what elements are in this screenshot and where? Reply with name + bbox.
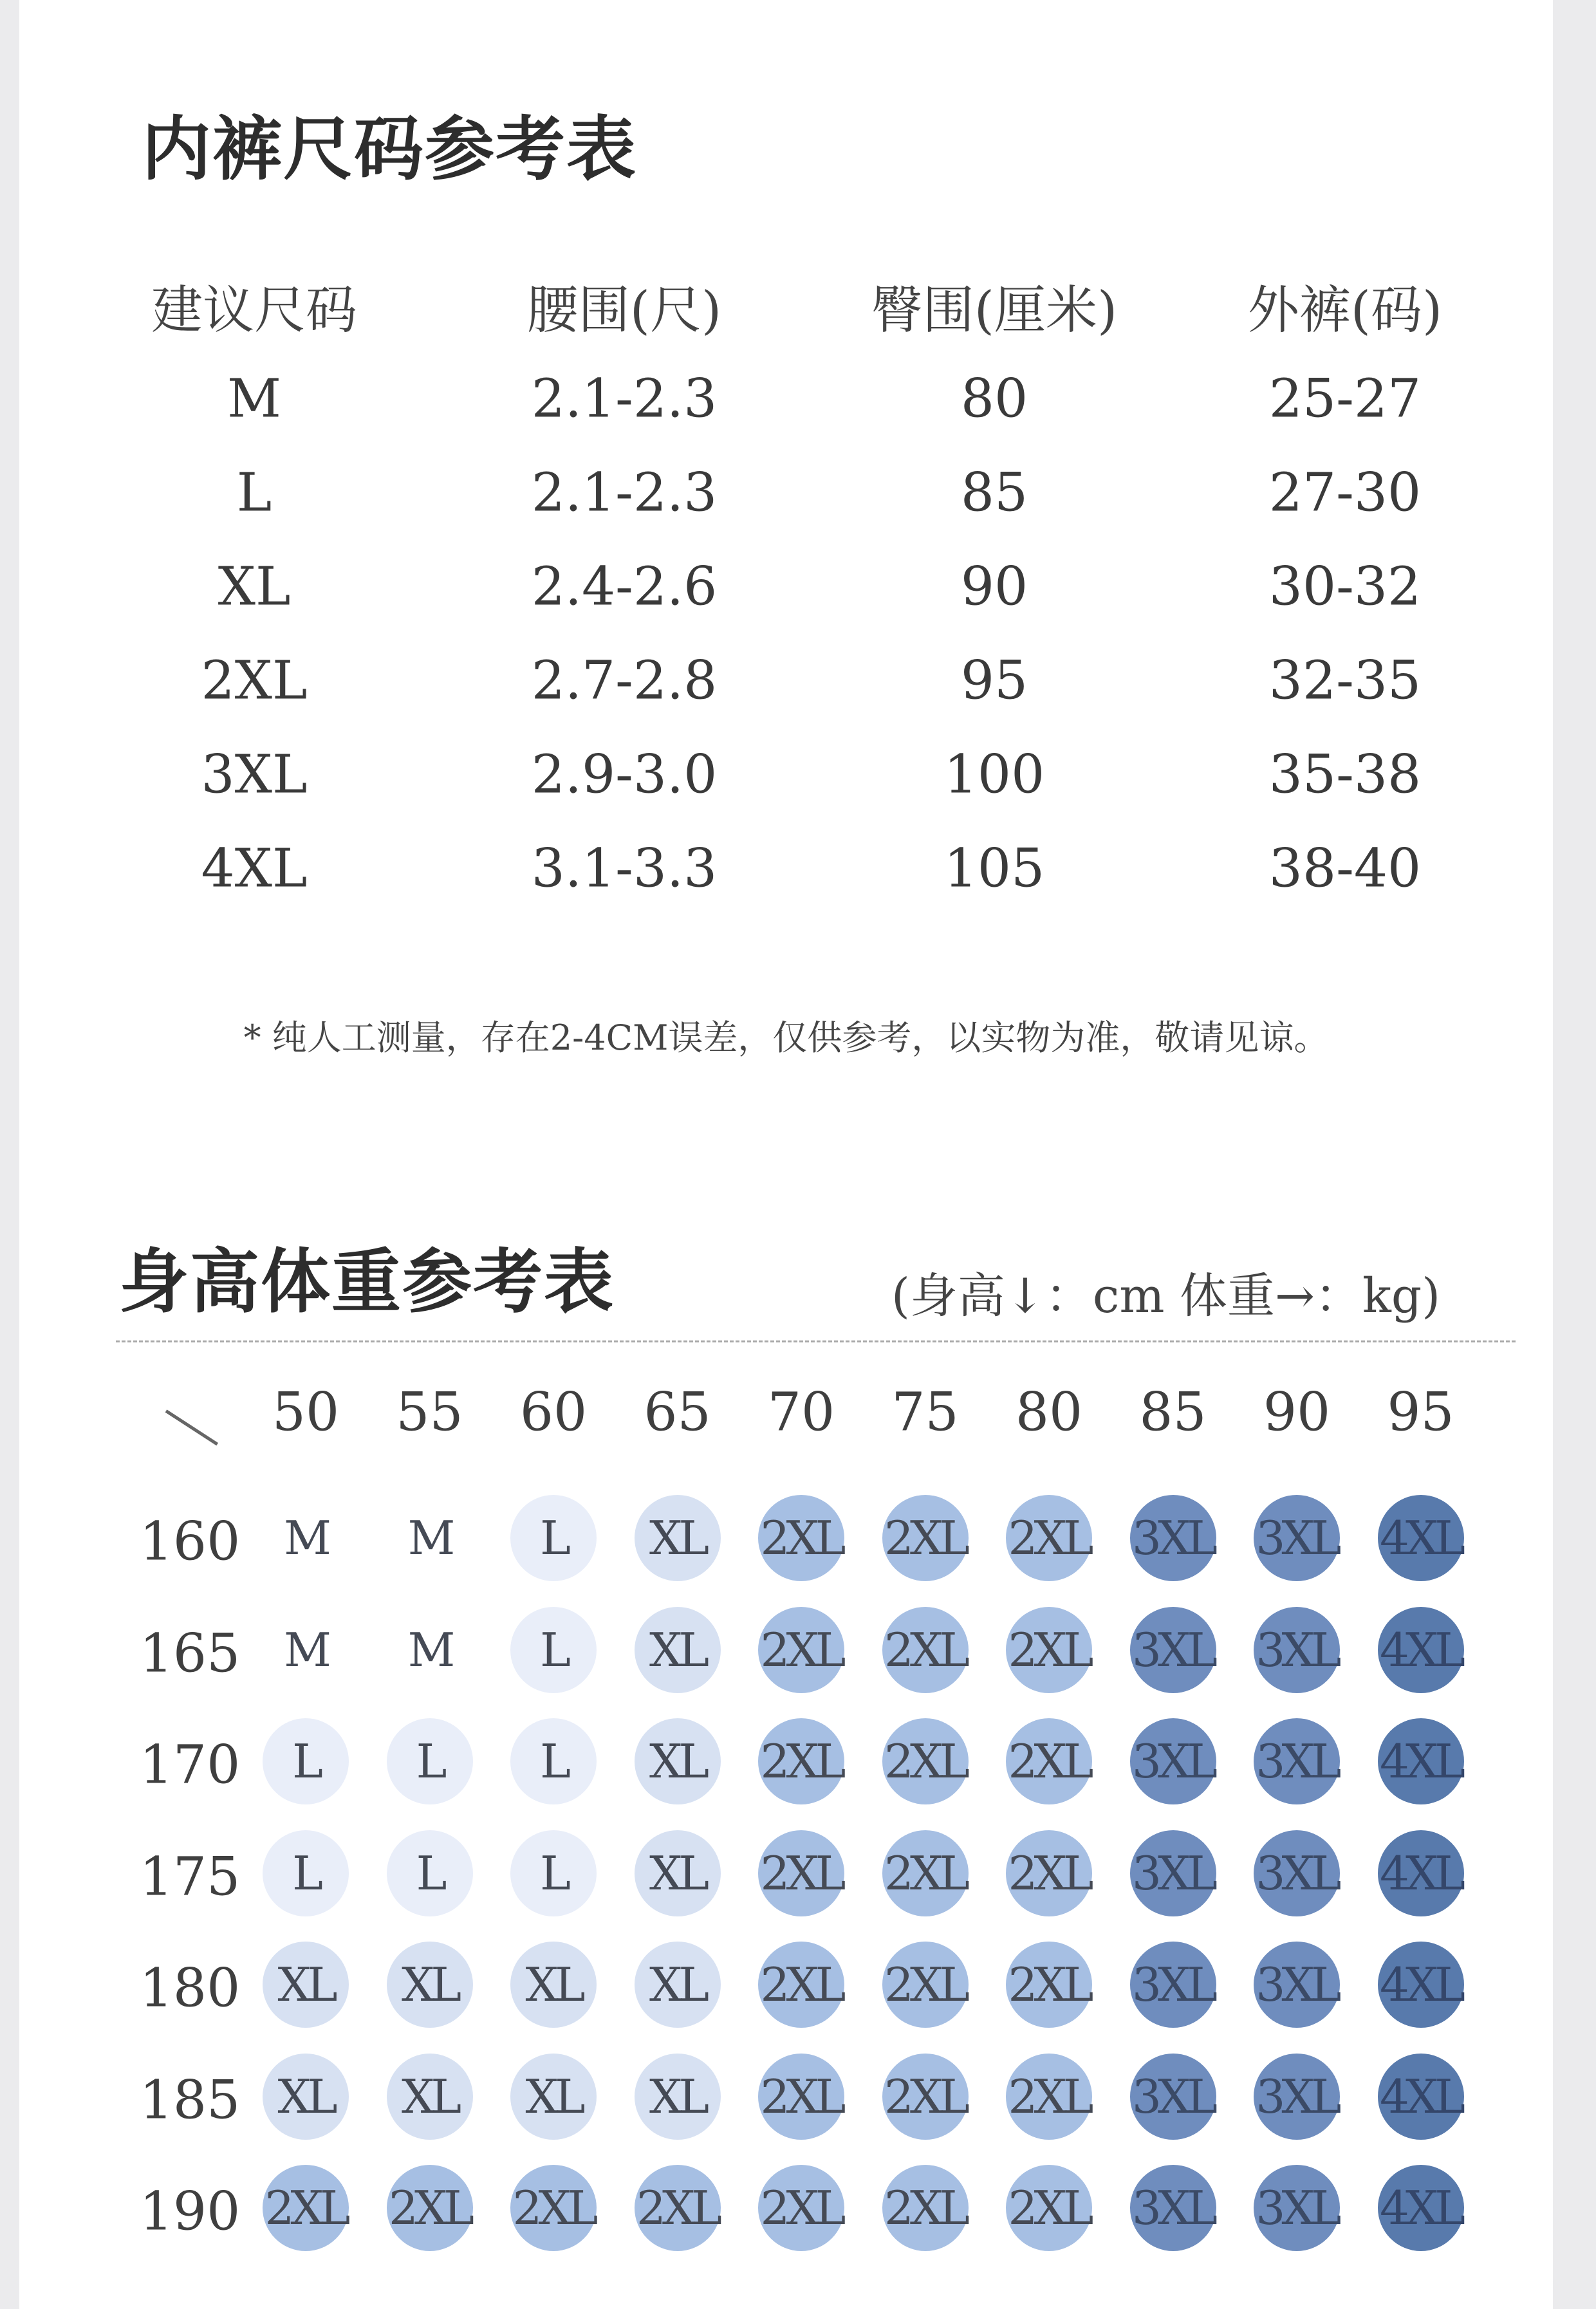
size-badge: 3XL	[1130, 1607, 1216, 1693]
size-badge: XL	[635, 1607, 721, 1693]
size-badge: XL	[635, 1942, 721, 2028]
weight-column-header: 95	[1387, 1382, 1454, 1443]
underwear-size-title: 内裤尺码参考表	[142, 109, 638, 190]
size-badge: XL	[635, 1495, 721, 1581]
size-table-cell: 25-27	[1268, 368, 1422, 430]
size-table-cell: 2.4-2.6	[531, 556, 718, 618]
size-table-cell: 90	[960, 556, 1028, 618]
size-table-cell: M	[227, 368, 281, 430]
weight-column-header: 80	[1015, 1382, 1083, 1443]
size-table-cell: 38-40	[1268, 838, 1422, 900]
size-badge: 2XL	[882, 1830, 969, 1916]
size-badge: 3XL	[1254, 1718, 1340, 1804]
weight-column-header: 50	[272, 1382, 340, 1443]
size-badge: 2XL	[1006, 1718, 1092, 1804]
size-badge: 2XL	[1006, 1607, 1092, 1693]
size-badge: L	[510, 1830, 597, 1916]
weight-column-header: 75	[891, 1382, 959, 1443]
size-badge: 2XL	[882, 1718, 969, 1804]
height-weight-title: 身高体重参考表	[119, 1242, 615, 1322]
size-table-cell: 80	[960, 368, 1028, 430]
size-table-cell: 35-38	[1268, 744, 1422, 806]
size-badge: XL	[263, 1942, 349, 2028]
size-table-cell: 85	[960, 462, 1028, 524]
size-badge: 3XL	[1130, 2054, 1216, 2140]
size-table-cell: 95	[960, 650, 1028, 712]
weight-column-header: 70	[767, 1382, 835, 1443]
size-table-cell: 2.1-2.3	[531, 368, 718, 430]
size-badge: L	[387, 1718, 473, 1804]
size-badge: 2XL	[882, 2054, 969, 2140]
size-table-cell: 4XL	[201, 838, 308, 900]
size-badge: 2XL	[758, 1718, 844, 1804]
size-badge: XL	[635, 1718, 721, 1804]
height-row-header: 180	[139, 1958, 241, 2019]
size-badge: 2XL	[882, 1607, 969, 1693]
height-row-header: 190	[139, 2181, 241, 2243]
size-badge: XL	[263, 2054, 349, 2140]
size-badge: XL	[387, 2054, 473, 2140]
height-row-header: 185	[139, 2070, 241, 2131]
size-table-cell: 2.9-3.0	[531, 744, 718, 806]
size-badge: 2XL	[263, 2165, 349, 2251]
weight-column-header: 60	[519, 1382, 588, 1443]
size-badge: XL	[510, 2054, 597, 2140]
size-table-cell: 2.1-2.3	[531, 462, 718, 524]
size-badge: 4XL	[1378, 1942, 1464, 2028]
weight-column-header: 90	[1263, 1382, 1331, 1443]
size-badge: 4XL	[1378, 1718, 1464, 1804]
size-badge: L	[387, 1830, 473, 1916]
size-badge: 3XL	[1130, 1495, 1216, 1581]
size-badge: M	[263, 1607, 349, 1693]
size-badge: 3XL	[1254, 1830, 1340, 1916]
size-table-cell: 100	[943, 744, 1045, 806]
weight-column-header: 55	[396, 1382, 463, 1443]
size-badge: L	[263, 1718, 349, 1804]
size-badge: XL	[387, 1942, 473, 2028]
dashed-divider	[116, 1340, 1516, 1342]
weight-column-header: 85	[1139, 1382, 1207, 1443]
size-badge: 3XL	[1130, 1942, 1216, 2028]
size-badge: 4XL	[1378, 2165, 1464, 2251]
size-badge: XL	[510, 1942, 597, 2028]
size-badge: 2XL	[882, 2165, 969, 2251]
size-badge: M	[387, 1495, 473, 1581]
size-badge: 2XL	[758, 1830, 844, 1916]
size-badge: 4XL	[1378, 1495, 1464, 1581]
size-badge: 2XL	[387, 2165, 473, 2251]
size-badge: 2XL	[882, 1942, 969, 2028]
size-badge: 3XL	[1254, 2054, 1340, 2140]
size-table-cell: 2.7-2.8	[531, 650, 718, 712]
size-badge: L	[263, 1830, 349, 1916]
unit-note: (身高↓：cm 体重→：kg)	[891, 1268, 1441, 1324]
size-badge: 2XL	[1006, 2054, 1092, 2140]
size-badge: 2XL	[1006, 1942, 1092, 2028]
size-badge: 4XL	[1378, 2054, 1464, 2140]
size-table-cell: 105	[943, 838, 1045, 900]
size-badge: L	[510, 1718, 597, 1804]
size-badge: 3XL	[1254, 1942, 1340, 2028]
size-badge: M	[387, 1607, 473, 1693]
size-badge: XL	[635, 2054, 721, 2140]
size-table-cell: L	[236, 462, 272, 524]
height-row-header: 175	[139, 1846, 241, 1907]
size-badge: 2XL	[758, 1942, 844, 2028]
size-table-header: 外裤(码)	[1247, 280, 1443, 340]
size-table-cell: 27-30	[1268, 462, 1422, 524]
measurement-note: * 纯人工测量，存在2-4CM误差，仅供参考，以实物为准，敬请见谅。	[243, 1017, 1329, 1058]
height-row-header: 165	[139, 1623, 241, 1684]
size-badge: 2XL	[510, 2165, 597, 2251]
size-table-header: 腰围(尺)	[526, 280, 722, 340]
size-table-cell: 2XL	[201, 650, 308, 712]
size-badge: 3XL	[1130, 1830, 1216, 1916]
height-row-header: 170	[139, 1734, 241, 1796]
size-table-header: 建议尺码	[151, 280, 357, 340]
size-badge: 2XL	[758, 1607, 844, 1693]
size-badge: XL	[635, 1830, 721, 1916]
size-badge: 2XL	[882, 1495, 969, 1581]
size-badge: 2XL	[758, 2054, 844, 2140]
size-badge: L	[510, 1607, 597, 1693]
size-badge: 3XL	[1130, 2165, 1216, 2251]
size-badge: L	[510, 1495, 597, 1581]
size-badge: 2XL	[1006, 1830, 1092, 1916]
size-badge: 2XL	[1006, 1495, 1092, 1581]
size-badge: 3XL	[1130, 1718, 1216, 1804]
size-guide-card	[19, 0, 1553, 2309]
size-table-cell: 30-32	[1268, 556, 1422, 618]
size-table-cell: 32-35	[1268, 650, 1422, 712]
size-badge: 3XL	[1254, 1495, 1340, 1581]
corner-diagonal-line	[165, 1409, 218, 1445]
size-badge: M	[263, 1495, 349, 1581]
size-table-cell: 3.1-3.3	[531, 838, 718, 900]
size-badge: 4XL	[1378, 1830, 1464, 1916]
size-badge: 2XL	[758, 1495, 844, 1581]
size-badge: 3XL	[1254, 1607, 1340, 1693]
size-badge: 4XL	[1378, 1607, 1464, 1693]
size-badge: 2XL	[635, 2165, 721, 2251]
size-table-header: 臀围(厘米)	[871, 280, 1118, 340]
size-table-cell: 3XL	[201, 744, 308, 806]
size-table-cell: XL	[218, 556, 291, 618]
height-row-header: 160	[139, 1511, 241, 1573]
size-badge: 3XL	[1254, 2165, 1340, 2251]
size-badge: 2XL	[758, 2165, 844, 2251]
size-badge: 2XL	[1006, 2165, 1092, 2251]
weight-column-header: 65	[644, 1382, 711, 1443]
